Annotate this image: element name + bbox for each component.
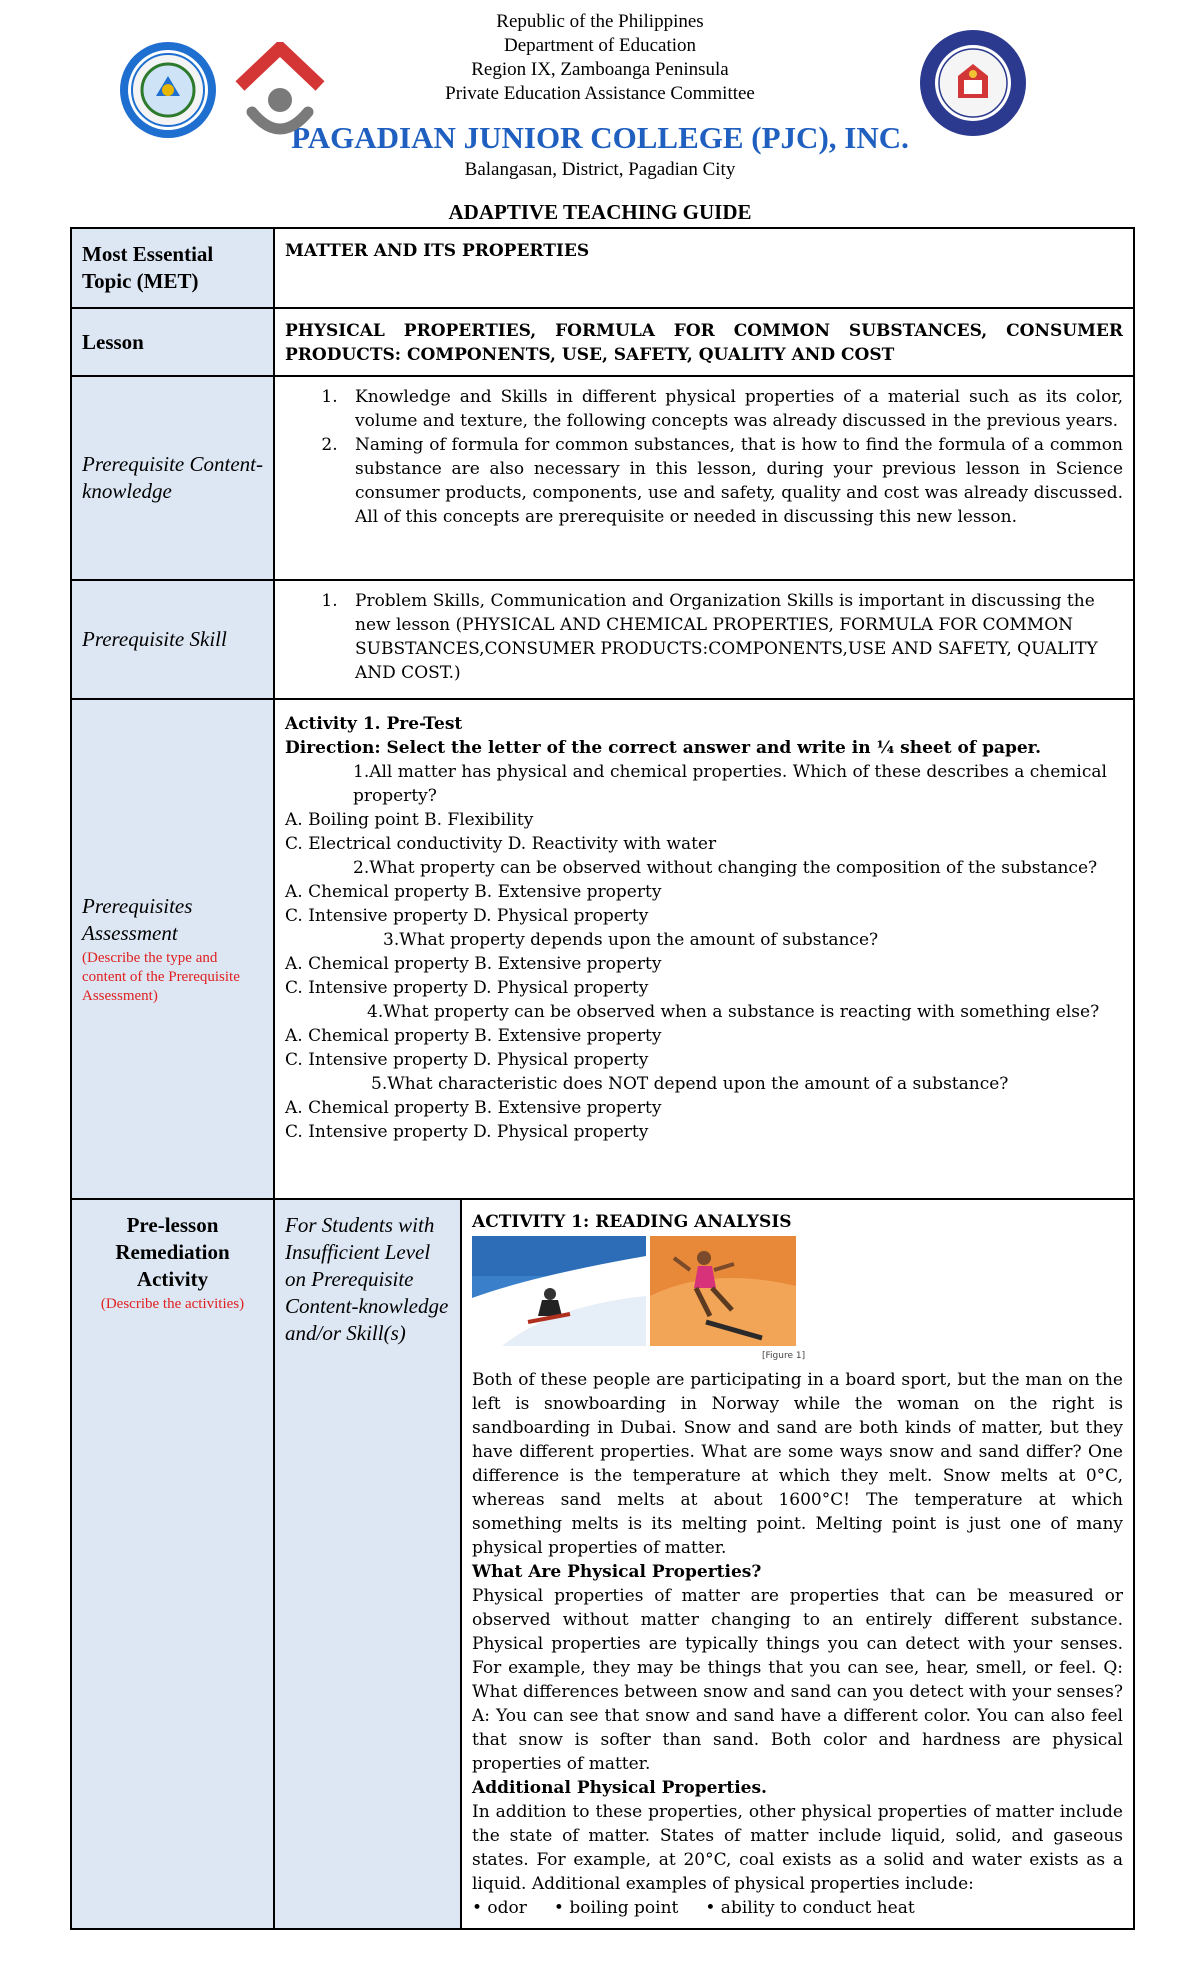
pretest-title: Activity 1. Pre-Test bbox=[285, 714, 463, 734]
prereq-skill-label: Prerequisite Skill bbox=[71, 580, 274, 699]
header-committee: Private Education Assistance Committee bbox=[445, 83, 755, 104]
assessment-note: (Describe the type and content of the Prerequisite Assessment) bbox=[82, 949, 240, 1004]
pjc-seal-logo bbox=[118, 40, 218, 140]
question-1-choices-a: A. Boiling point B. Flexibility bbox=[285, 810, 534, 830]
question-2: 2.What property can be observed without changing the composition of the substance? bbox=[353, 858, 1098, 878]
prereq-content-list bbox=[285, 385, 1123, 529]
question-5-choices-a: A. Chemical property B. Extensive property bbox=[285, 1098, 662, 1118]
additional-properties-heading: Additional Physical Properties. bbox=[472, 1778, 767, 1798]
for-students-label: For Students with Insufficient Level on Prerequisite Content-knowledge and/or Skill(s) bbox=[274, 1199, 461, 1929]
prereq-content-label: Prerequisite Content-knowledge bbox=[71, 376, 274, 580]
lesson-value: PHYSICAL PROPERTIES, FORMULA FOR COMMON SUBSTANCES, CONSUMER PRODUCTS: COMPONENTS, USE, SAFETY, QUALITY AND COST bbox=[285, 321, 1123, 365]
met-row bbox=[71, 228, 1134, 308]
question-3-choices-a: A. Chemical property B. Extensive property bbox=[285, 954, 662, 974]
figure-caption: [Figure 1] bbox=[762, 1351, 806, 1361]
question-4-choices-a: A. Chemical property B. Extensive property bbox=[285, 1026, 662, 1046]
list-item: 1. Problem Skills, Communication and Organization Skills is important in discussing the new lesson (PHYSICAL AND CHEMICAL PROPERTIES, FORMULA FOR COMMON SUBSTANCES,CONSUMER PRODUCTS:COMPONENTS,USE AND SAFETY, QUALITY AND COST.) bbox=[343, 589, 1123, 685]
physical-properties-bullets: • odor • boiling point • ability to conduct heat bbox=[472, 1898, 915, 1918]
reading-activity-title: ACTIVITY 1: READING ANALYSIS bbox=[472, 1212, 792, 1232]
assessment-row bbox=[71, 699, 1134, 1199]
question-1: 1.All matter has physical and chemical properties. Which of these describes a chemical property? bbox=[353, 762, 1107, 806]
peac-logo bbox=[232, 42, 328, 142]
reading-paragraph-1: Both of these people are participating in a board sport, but the man on the left is snowboarding in Norway while the woman on the right is sandboarding in Dubai. Snow and sand are both kinds of matter, but they have different properties. What are some ways snow and sand differ? One difference is the temperature at which they melt. Snow melts at 0°C, whereas sand melts at about 1600°C! The temperature at which something melts is its melting point. Melting point is just one of many physical properties of matter. bbox=[472, 1370, 1123, 1558]
figure-images bbox=[472, 1236, 1123, 1346]
assessment-label-cell bbox=[71, 699, 274, 1199]
assessment-label: Prerequisites Assessment bbox=[82, 893, 193, 945]
pretest-direction: Direction: Select the letter of the correct answer and write in ¼ sheet of paper. bbox=[285, 738, 1041, 758]
prereq-skill-row bbox=[71, 580, 1134, 699]
reading-paragraph-3: In addition to these properties, other physical properties of matter include the state of matter. States of matter include liquid, solid, and gaseous states. For example, at 20°C, coal exists as a solid and water exists as a liquid. Additional examples of physical properties include: bbox=[472, 1802, 1123, 1894]
prelesson-label-cell bbox=[71, 1199, 274, 1929]
question-1-choices-b: C. Electrical conductivity D. Reactivity with water bbox=[285, 834, 717, 854]
sandboarding-photo bbox=[650, 1236, 796, 1346]
lesson-row bbox=[71, 308, 1134, 376]
deped-seal-logo bbox=[918, 28, 1028, 138]
list-item: 1. Knowledge and Skills in different physical properties of a material such as its color, volume and texture, the following concepts was already discussed in the previous years. bbox=[343, 385, 1123, 433]
college-name: PAGADIAN JUNIOR COLLEGE (PJC), INC. bbox=[291, 120, 909, 155]
prelesson-row bbox=[71, 1199, 1134, 1929]
lesson-label: Lesson bbox=[71, 308, 274, 376]
question-4: 4.What property can be observed when a substance is reacting with something else? bbox=[367, 1002, 1100, 1022]
question-3-choices-b: C. Intensive property D. Physical property bbox=[285, 978, 649, 998]
college-address: Balangasan, District, Pagadian City bbox=[464, 159, 736, 180]
question-3: 3.What property depends upon the amount of substance? bbox=[383, 930, 879, 950]
question-2-choices-b: C. Intensive property D. Physical property bbox=[285, 906, 649, 926]
question-2-choices-a: A. Chemical property B. Extensive property bbox=[285, 882, 662, 902]
physical-properties-heading: What Are Physical Properties? bbox=[472, 1562, 762, 1582]
list-item: 2. Naming of formula for common substances, that is how to find the formula of a common substance are also necessary in this lesson, during your previous lesson in Science consumer products, components, use and safety, quality and cost was already discussed. All of this concepts are prerequisite or needed in discussing this new lesson. bbox=[343, 433, 1123, 529]
met-label: Most Essential Topic (MET) bbox=[71, 228, 274, 308]
header-department: Department of Education bbox=[503, 35, 697, 56]
teaching-guide-table bbox=[70, 227, 1135, 1930]
reading-analysis-cell bbox=[461, 1199, 1134, 1929]
question-5-choices-b: C. Intensive property D. Physical property bbox=[285, 1122, 649, 1142]
header-region: Region IX, Zamboanga Peninsula bbox=[471, 59, 729, 80]
prelesson-label: Pre-lesson Remediation Activity bbox=[115, 1213, 230, 1291]
reading-paragraph-2: Physical properties of matter are properties that can be measured or observed without matter changing to an entirely different substance. Physical properties are typically things you can detect with your senses. For example, they may be things that you can see, hear, smell, or feel. Q: What differences between snow and sand can you detect with your senses? A: You can see that snow and sand have a different color. You can also feel that snow is softer than sand. Both color and hardness are physical properties of matter. bbox=[472, 1586, 1123, 1774]
prereq-skill-list bbox=[285, 589, 1123, 685]
snowboarding-photo bbox=[472, 1236, 646, 1346]
prelesson-note: (Describe the activities) bbox=[100, 1296, 245, 1312]
met-value: MATTER AND ITS PROPERTIES bbox=[285, 241, 590, 261]
question-5: 5.What characteristic does NOT depend upon the amount of a substance? bbox=[371, 1074, 1009, 1094]
header-republic: Republic of the Philippines bbox=[496, 11, 704, 32]
question-4-choices-b: C. Intensive property D. Physical property bbox=[285, 1050, 649, 1070]
prereq-content-row bbox=[71, 376, 1134, 580]
guide-title: ADAPTIVE TEACHING GUIDE bbox=[448, 200, 752, 224]
